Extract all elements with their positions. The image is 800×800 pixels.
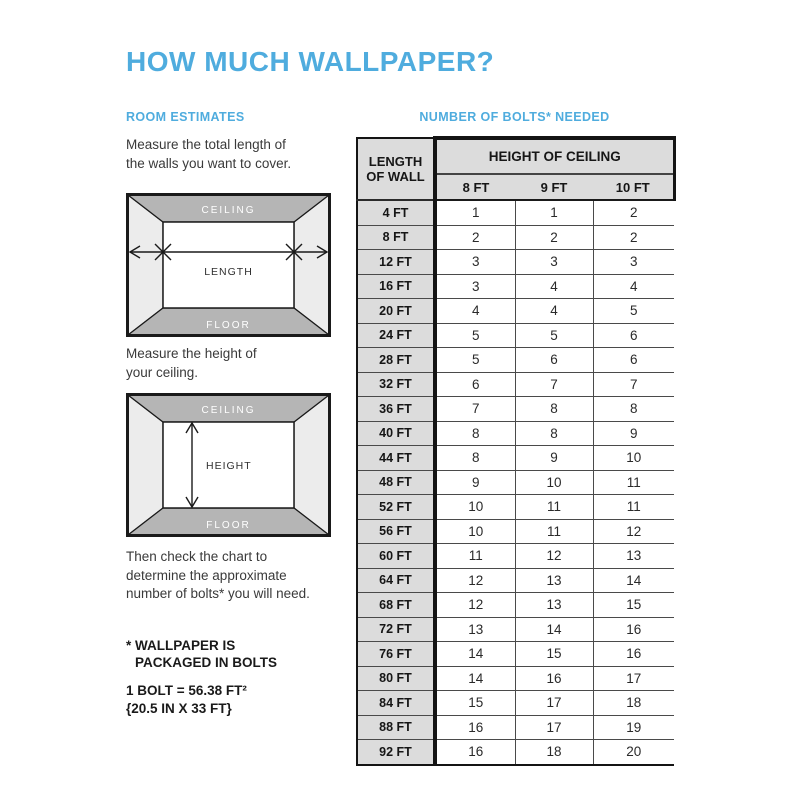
height-label: HEIGHT — [206, 460, 252, 472]
bolt-count-cell: 1 — [515, 200, 593, 225]
bolt-count-cell: 2 — [593, 200, 674, 225]
bolt-count-cell: 13 — [435, 617, 515, 642]
bolt-count-cell: 5 — [593, 299, 674, 324]
bolt-count-cell: 15 — [593, 593, 674, 618]
bolt-count-cell: 3 — [435, 250, 515, 275]
wall-length-cell: 28 FT — [357, 348, 435, 373]
instruction-step1 — [126, 136, 291, 173]
table-row — [357, 470, 674, 495]
bolt-count-cell: 15 — [435, 691, 515, 716]
wall-length-cell: 80 FT — [357, 666, 435, 691]
table-row — [357, 642, 674, 667]
bolt-count-cell: 14 — [435, 642, 515, 667]
instruction-step3-line1: Then check the chart to — [126, 549, 268, 564]
bolt-count-cell: 4 — [515, 299, 593, 324]
table-row — [357, 348, 674, 373]
footnote-line2: PACKAGED IN BOLTS — [135, 655, 278, 670]
wall-length-cell: 8 FT — [357, 225, 435, 250]
bolts-table-heading: NUMBER OF BOLTS* NEEDED — [419, 110, 610, 124]
bolt-count-cell: 3 — [435, 274, 515, 299]
table-row — [357, 250, 674, 275]
table-row — [357, 397, 674, 422]
bolt-count-cell: 3 — [515, 250, 593, 275]
bolt-count-cell: 16 — [435, 740, 515, 765]
bolt-count-cell: 15 — [515, 642, 593, 667]
bolt-count-cell: 13 — [515, 593, 593, 618]
table-row — [357, 495, 674, 520]
table-row — [357, 323, 674, 348]
room-estimates-heading: ROOM ESTIMATES — [126, 110, 245, 124]
ceiling-label: CEILING — [201, 405, 256, 416]
bolt-count-cell: 6 — [435, 372, 515, 397]
bolt-count-cell: 7 — [593, 372, 674, 397]
ceiling-9ft-header: 9 FT — [515, 174, 593, 200]
bolt-count-cell: 4 — [593, 274, 674, 299]
table-header-row-1 — [357, 138, 674, 174]
table-row — [357, 372, 674, 397]
length-of-wall-header — [357, 138, 435, 200]
bolt-count-cell: 20 — [593, 740, 674, 765]
length-of-wall-line2: OF WALL — [366, 169, 425, 184]
wall-length-cell: 24 FT — [357, 323, 435, 348]
bolt-count-cell: 13 — [593, 544, 674, 569]
bolt-count-cell: 19 — [593, 715, 674, 740]
table-row — [357, 200, 674, 225]
length-of-wall-line1: LENGTH — [368, 154, 423, 169]
bolt-count-cell: 11 — [435, 544, 515, 569]
wall-length-cell: 32 FT — [357, 372, 435, 397]
bolt-count-cell: 18 — [515, 740, 593, 765]
footnote-line1: * WALLPAPER IS — [126, 638, 236, 653]
table-row — [357, 519, 674, 544]
bolt-count-cell: 13 — [515, 568, 593, 593]
bolt-count-cell: 5 — [515, 323, 593, 348]
wall-length-cell: 20 FT — [357, 299, 435, 324]
bolt-count-cell: 7 — [515, 372, 593, 397]
bolt-count-cell: 8 — [515, 397, 593, 422]
bolt-count-cell: 17 — [515, 715, 593, 740]
bolt-count-cell: 10 — [515, 470, 593, 495]
bolt-count-cell: 5 — [435, 323, 515, 348]
bolt-count-cell: 14 — [515, 617, 593, 642]
table-row — [357, 715, 674, 740]
wall-length-cell: 4 FT — [357, 200, 435, 225]
bolt-count-cell: 16 — [593, 617, 674, 642]
table-row — [357, 446, 674, 471]
table-row — [357, 421, 674, 446]
wall-length-cell: 16 FT — [357, 274, 435, 299]
bolt-count-cell: 8 — [515, 421, 593, 446]
bolt-count-cell: 1 — [435, 200, 515, 225]
bolt-count-cell: 12 — [435, 568, 515, 593]
wall-length-cell: 12 FT — [357, 250, 435, 275]
bolt-spec-line1: 1 BOLT = 56.38 FT² — [126, 683, 247, 698]
bolt-count-cell: 14 — [593, 568, 674, 593]
instruction-step3 — [126, 548, 310, 604]
room-height-diagram — [126, 393, 331, 537]
bolt-count-cell: 6 — [515, 348, 593, 373]
bolt-count-cell: 6 — [593, 348, 674, 373]
instruction-step1-line2: the walls you want to cover. — [126, 155, 292, 171]
wall-length-cell: 92 FT — [357, 740, 435, 765]
bolt-count-cell: 10 — [435, 495, 515, 520]
bolt-count-cell: 12 — [515, 544, 593, 569]
bolt-count-cell: 2 — [435, 225, 515, 250]
wall-length-cell: 44 FT — [357, 446, 435, 471]
height-of-ceiling-header: HEIGHT OF CEILING — [435, 138, 674, 174]
length-label: LENGTH — [204, 266, 253, 278]
bolt-count-cell: 4 — [435, 299, 515, 324]
table-row — [357, 568, 674, 593]
bolt-count-cell: 2 — [515, 225, 593, 250]
instruction-step2 — [126, 345, 257, 382]
bolt-count-cell: 11 — [515, 495, 593, 520]
bolt-count-cell: 2 — [593, 225, 674, 250]
floor-label: FLOOR — [206, 520, 251, 531]
bolt-spec-line2: {20.5 IN X 33 FT} — [126, 701, 232, 716]
bolt-count-cell: 17 — [515, 691, 593, 716]
wall-length-cell: 84 FT — [357, 691, 435, 716]
bolt-count-cell: 5 — [435, 348, 515, 373]
bolt-count-cell: 11 — [593, 470, 674, 495]
bolt-count-cell: 8 — [435, 446, 515, 471]
table-row — [357, 617, 674, 642]
table-row — [357, 274, 674, 299]
wall-length-cell: 88 FT — [357, 715, 435, 740]
instruction-step2-line2: your ceiling. — [126, 364, 199, 380]
ceiling-10ft-header: 10 FT — [593, 174, 674, 200]
bolt-count-cell: 10 — [435, 519, 515, 544]
bolt-count-cell: 9 — [593, 421, 674, 446]
bolt-count-cell: 3 — [593, 250, 674, 275]
wall-length-cell: 52 FT — [357, 495, 435, 520]
bolt-count-cell: 17 — [593, 666, 674, 691]
bolt-count-cell: 18 — [593, 691, 674, 716]
bolt-count-cell: 6 — [593, 323, 674, 348]
bolt-count-cell: 14 — [435, 666, 515, 691]
bolt-count-cell: 9 — [515, 446, 593, 471]
bolt-count-cell: 11 — [515, 519, 593, 544]
bolt-count-cell: 10 — [593, 446, 674, 471]
bolt-count-cell: 7 — [435, 397, 515, 422]
table-row — [357, 544, 674, 569]
table-row — [357, 225, 674, 250]
wall-length-cell: 64 FT — [357, 568, 435, 593]
table-row — [357, 691, 674, 716]
bolts-table-body — [357, 200, 674, 765]
bolt-count-cell: 16 — [593, 642, 674, 667]
floor-label: FLOOR — [206, 320, 251, 331]
bolt-count-cell: 8 — [435, 421, 515, 446]
instruction-step1-line1: Measure the total length of — [126, 137, 286, 152]
ceiling-8ft-header: 8 FT — [435, 174, 515, 200]
wallpaper-bolts-footnote — [126, 637, 277, 671]
wall-length-cell: 36 FT — [357, 397, 435, 422]
bolt-count-cell: 8 — [593, 397, 674, 422]
table-row — [357, 666, 674, 691]
bolt-spec — [126, 682, 247, 718]
bolt-count-cell: 4 — [515, 274, 593, 299]
bolt-count-cell: 12 — [593, 519, 674, 544]
back-wall-shape — [163, 222, 294, 308]
wall-length-cell: 48 FT — [357, 470, 435, 495]
table-row — [357, 299, 674, 324]
bolt-count-cell: 16 — [435, 715, 515, 740]
page-title: HOW MUCH WALLPAPER? — [126, 45, 495, 77]
wall-length-cell: 68 FT — [357, 593, 435, 618]
wall-length-cell: 40 FT — [357, 421, 435, 446]
room-length-diagram — [126, 193, 331, 337]
wall-length-cell: 72 FT — [357, 617, 435, 642]
bolt-count-cell: 9 — [435, 470, 515, 495]
wall-length-cell: 56 FT — [357, 519, 435, 544]
table-row — [357, 593, 674, 618]
bolt-count-cell: 16 — [515, 666, 593, 691]
wall-length-cell: 60 FT — [357, 544, 435, 569]
wall-length-cell: 76 FT — [357, 642, 435, 667]
instruction-step3-line3: number of bolts* you will need. — [126, 586, 310, 601]
bolt-count-cell: 12 — [435, 593, 515, 618]
instruction-step2-line1: Measure the height of — [126, 346, 257, 361]
instruction-step3-line2: determine the approximate — [126, 567, 287, 583]
bolts-needed-table — [356, 136, 676, 766]
ceiling-label: CEILING — [201, 205, 256, 216]
bolt-count-cell: 11 — [593, 495, 674, 520]
table-row — [357, 740, 674, 765]
